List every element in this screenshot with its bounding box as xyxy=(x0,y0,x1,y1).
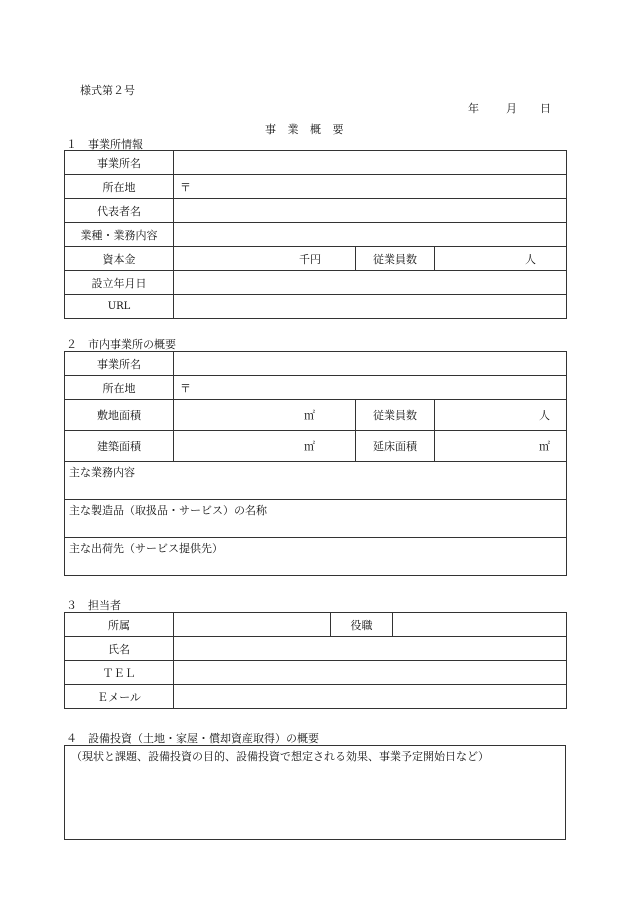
date-month: 月 xyxy=(506,102,517,115)
capital-unit: 千円 xyxy=(299,252,321,266)
employees-unit: 人 xyxy=(525,252,537,266)
sqm-unit: ㎡ xyxy=(304,440,315,453)
section4-table xyxy=(64,745,566,840)
label-url: URL xyxy=(65,295,174,319)
established-field[interactable] xyxy=(174,271,567,295)
label-representative: 代表者名 xyxy=(65,199,174,223)
section2-heading: ２ 市内事業所の概要 xyxy=(66,338,176,351)
label-address: 所在地 xyxy=(65,175,174,199)
contact-name-field[interactable] xyxy=(174,637,567,661)
section3-heading: ３ 担当者 xyxy=(66,599,121,612)
employees-field[interactable] xyxy=(435,247,567,271)
section1-table xyxy=(64,150,567,319)
section4-heading: ４ 設備投資（土地・家屋・償却資産取得）の概要 xyxy=(66,732,319,745)
label-building-area: 建築面積 xyxy=(65,431,174,462)
city-address-field[interactable] xyxy=(174,376,567,400)
label-main-products: 主な製造品（取扱品・サービス）の名称 xyxy=(69,504,267,517)
label-tel: ＴＥＬ xyxy=(65,661,174,685)
city-employees-field[interactable] xyxy=(435,400,567,431)
section2-table xyxy=(64,351,567,576)
postal-mark: 〒 xyxy=(180,180,191,194)
position-field[interactable] xyxy=(393,613,567,637)
date-year: 年 xyxy=(468,102,479,115)
label-floor-area: 延床面積 xyxy=(356,431,435,462)
employees-unit: 人 xyxy=(539,409,551,422)
address-field[interactable] xyxy=(174,175,567,199)
investment-note: （現状と課題、設備投資の目的、設備投資で想定される効果、事業予定開始日など） xyxy=(71,750,489,763)
label-main-business: 主な業務内容 xyxy=(69,466,135,479)
department-field[interactable] xyxy=(174,613,331,637)
page-title: 事 業 概 要 xyxy=(265,123,348,136)
tel-field[interactable] xyxy=(174,661,567,685)
main-products-field[interactable] xyxy=(65,500,567,538)
label-office-name: 事業所名 xyxy=(65,151,174,175)
label-email: Ｅメール xyxy=(65,685,174,709)
label-capital: 資本金 xyxy=(65,247,174,271)
label-business: 業種・業務内容 xyxy=(65,223,174,247)
investment-overview-field[interactable] xyxy=(65,746,566,840)
url-field[interactable] xyxy=(174,295,567,319)
site-area-field[interactable] xyxy=(174,400,356,431)
business-field[interactable] xyxy=(174,223,567,247)
label-contact-name: 氏名 xyxy=(65,637,174,661)
sqm-unit: ㎡ xyxy=(539,440,551,453)
floor-area-field[interactable] xyxy=(435,431,567,462)
main-business-field[interactable] xyxy=(65,462,567,500)
postal-mark: 〒 xyxy=(180,381,191,395)
building-area-field[interactable] xyxy=(174,431,356,462)
label-city-office-name: 事業所名 xyxy=(65,352,174,376)
representative-field[interactable] xyxy=(174,199,567,223)
main-shipping-field[interactable] xyxy=(65,538,567,576)
date-day: 日 xyxy=(540,102,551,115)
label-city-address: 所在地 xyxy=(65,376,174,400)
label-position: 役職 xyxy=(331,613,393,637)
label-main-shipping: 主な出荷先（サービス提供先） xyxy=(69,542,223,555)
section3-table xyxy=(64,612,567,709)
label-established: 設立年月日 xyxy=(65,271,174,295)
label-department: 所属 xyxy=(65,613,174,637)
email-field[interactable] xyxy=(174,685,567,709)
office-name-field[interactable] xyxy=(174,151,567,175)
label-employees: 従業員数 xyxy=(356,247,435,271)
sqm-unit: ㎡ xyxy=(304,409,315,422)
label-city-employees: 従業員数 xyxy=(356,400,435,431)
section1-heading: １ 事業所情報 xyxy=(66,138,143,151)
label-site-area: 敷地面積 xyxy=(65,400,174,431)
form-number: 様式第２号 xyxy=(80,84,135,97)
capital-field[interactable] xyxy=(174,247,356,271)
city-office-name-field[interactable] xyxy=(174,352,567,376)
